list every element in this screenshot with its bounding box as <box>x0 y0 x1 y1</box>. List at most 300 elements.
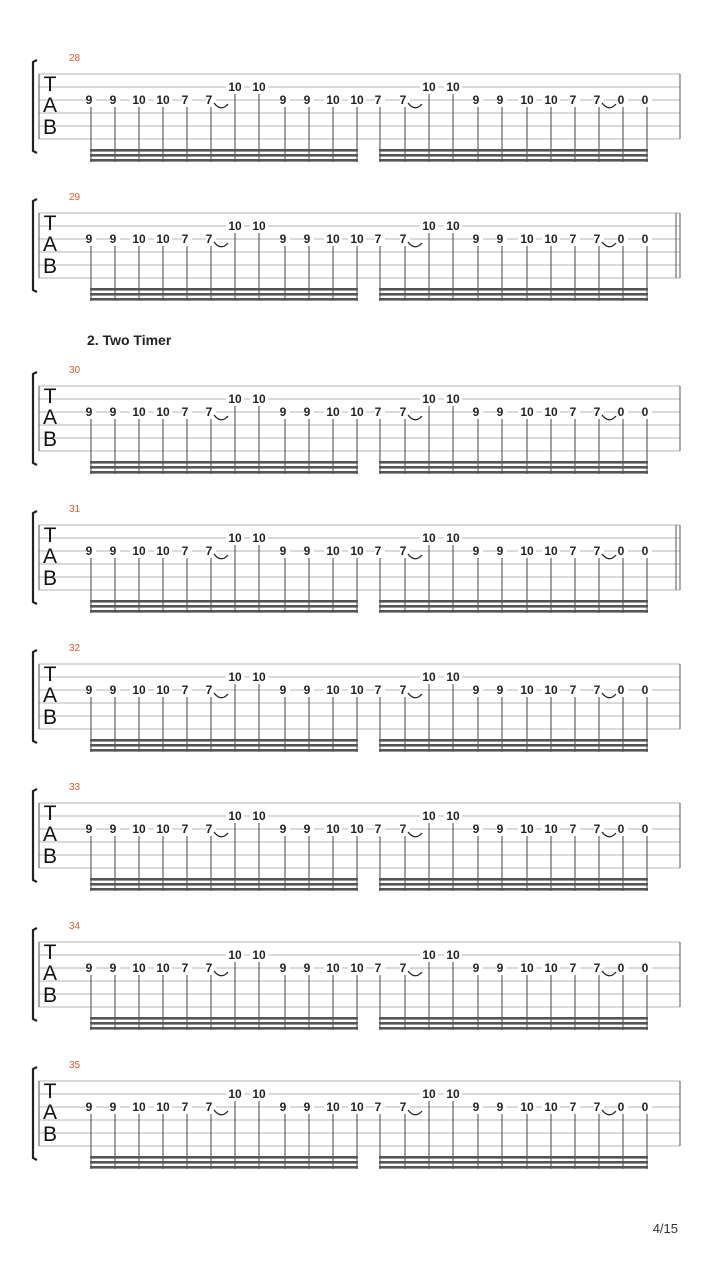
fret-number: 7 <box>399 93 407 107</box>
fret-number: 7 <box>374 544 382 558</box>
fret-number: 10 <box>252 809 266 823</box>
fret-number: 0 <box>617 1100 625 1114</box>
fret-number: 7 <box>181 405 189 419</box>
note-beam <box>379 600 648 603</box>
fret-number: 10 <box>156 405 170 419</box>
fret-number: 7 <box>569 683 577 697</box>
tab-clef-t: T <box>43 524 57 547</box>
fret-number: 10 <box>544 822 558 836</box>
bend-icon <box>602 242 616 247</box>
note-beam <box>90 1022 358 1025</box>
tab-clef-b: B <box>42 845 58 868</box>
fret-number: 9 <box>279 961 287 975</box>
fret-number: 7 <box>205 544 213 558</box>
bend-icon <box>408 415 422 420</box>
fret-number: 9 <box>85 822 93 836</box>
tab-clef-a: A <box>42 545 58 568</box>
fret-number: 7 <box>181 822 189 836</box>
system-bracket <box>33 650 37 743</box>
fret-number: 10 <box>132 544 146 558</box>
fret-number: 10 <box>446 670 460 684</box>
tab-clef-b: B <box>42 567 58 590</box>
tab-system <box>33 53 680 162</box>
fret-number: 9 <box>496 961 504 975</box>
fret-number: 0 <box>641 1100 649 1114</box>
bend-icon <box>602 554 616 559</box>
fret-number: 9 <box>472 683 480 697</box>
fret-number: 9 <box>85 683 93 697</box>
fret-number: 7 <box>593 683 601 697</box>
fret-number: 0 <box>617 544 625 558</box>
system-bracket <box>33 789 37 882</box>
fret-number: 7 <box>569 93 577 107</box>
fret-number: 7 <box>181 683 189 697</box>
fret-number: 7 <box>374 822 382 836</box>
tab-clef-b: B <box>42 116 58 139</box>
fret-number: 10 <box>228 809 242 823</box>
fret-number: 9 <box>472 961 480 975</box>
fret-number: 10 <box>520 822 534 836</box>
fret-number: 0 <box>641 232 649 246</box>
fret-number: 10 <box>520 405 534 419</box>
fret-number: 10 <box>326 1100 340 1114</box>
fret-number: 10 <box>156 1100 170 1114</box>
bend-icon <box>408 1110 422 1115</box>
tab-clef-b: B <box>42 1123 58 1146</box>
measure-number: 33 <box>69 782 81 793</box>
note-beam <box>379 744 648 747</box>
fret-number: 9 <box>85 544 93 558</box>
fret-number: 9 <box>496 683 504 697</box>
tab-clef-b: B <box>42 255 58 278</box>
fret-number: 10 <box>544 93 558 107</box>
section-title: 2. Two Timer <box>87 332 172 348</box>
fret-number: 10 <box>422 531 436 545</box>
bend-icon <box>602 693 616 698</box>
fret-number: 10 <box>350 961 364 975</box>
fret-number: 9 <box>496 232 504 246</box>
fret-number: 7 <box>374 961 382 975</box>
tab-clef-b: B <box>42 706 58 729</box>
fret-number: 7 <box>569 405 577 419</box>
fret-number: 10 <box>422 219 436 233</box>
fret-number: 10 <box>228 392 242 406</box>
note-beam <box>379 878 648 881</box>
fret-number: 7 <box>593 961 601 975</box>
tab-clef-a: A <box>42 1101 58 1124</box>
fret-number: 0 <box>641 961 649 975</box>
fret-number: 7 <box>374 405 382 419</box>
fret-number: 9 <box>109 683 117 697</box>
bend-icon <box>602 1110 616 1115</box>
bend-icon <box>602 832 616 837</box>
fret-number: 10 <box>520 683 534 697</box>
note-beam <box>379 154 648 157</box>
tab-clef-b: B <box>42 984 58 1007</box>
fret-number: 10 <box>252 1087 266 1101</box>
fret-number: 10 <box>132 822 146 836</box>
fret-number: 9 <box>496 1100 504 1114</box>
note-beam <box>90 744 358 747</box>
tab-clef-a: A <box>42 684 58 707</box>
fret-number: 7 <box>399 1100 407 1114</box>
fret-number: 10 <box>326 93 340 107</box>
fret-number: 7 <box>205 1100 213 1114</box>
tab-clef-a: A <box>42 233 58 256</box>
fret-number: 10 <box>156 683 170 697</box>
fret-number: 9 <box>85 961 93 975</box>
note-beam <box>379 605 648 608</box>
measure-number: 32 <box>69 643 81 654</box>
tab-clef-t: T <box>43 941 57 964</box>
fret-number: 10 <box>422 948 436 962</box>
fret-number: 10 <box>446 809 460 823</box>
fret-number: 9 <box>472 822 480 836</box>
fret-number: 0 <box>641 822 649 836</box>
fret-number: 0 <box>617 822 625 836</box>
fret-number: 7 <box>181 93 189 107</box>
fret-number: 7 <box>593 232 601 246</box>
fret-number: 10 <box>446 531 460 545</box>
fret-number: 10 <box>350 93 364 107</box>
note-beam <box>90 1161 358 1164</box>
note-beam <box>379 466 648 469</box>
fret-number: 9 <box>85 1100 93 1114</box>
fret-number: 7 <box>374 1100 382 1114</box>
fret-number: 10 <box>326 961 340 975</box>
fret-number: 10 <box>326 405 340 419</box>
tab-clef-t: T <box>43 385 57 408</box>
fret-number: 10 <box>326 544 340 558</box>
fret-number: 10 <box>446 219 460 233</box>
fret-number: 10 <box>228 948 242 962</box>
system-bracket <box>33 511 37 604</box>
note-beam <box>90 461 358 464</box>
fret-number: 7 <box>374 232 382 246</box>
fret-number: 10 <box>132 232 146 246</box>
fret-number: 9 <box>496 93 504 107</box>
tab-clef-b: B <box>42 428 58 451</box>
tab-system <box>33 643 680 752</box>
fret-number: 10 <box>446 80 460 94</box>
note-beam <box>90 1166 358 1169</box>
fret-number: 9 <box>279 232 287 246</box>
note-beam <box>90 471 358 474</box>
tab-clef-a: A <box>42 94 58 117</box>
fret-number: 10 <box>422 1087 436 1101</box>
fret-number: 10 <box>228 531 242 545</box>
note-beam <box>379 749 648 752</box>
fret-number: 10 <box>350 1100 364 1114</box>
fret-number: 7 <box>399 544 407 558</box>
note-beam <box>90 293 358 296</box>
fret-number: 9 <box>303 683 311 697</box>
note-beam <box>90 149 358 152</box>
fret-number: 9 <box>303 232 311 246</box>
fret-number: 10 <box>544 544 558 558</box>
note-beam <box>379 739 648 742</box>
fret-number: 9 <box>472 232 480 246</box>
fret-number: 10 <box>132 1100 146 1114</box>
fret-number: 7 <box>569 1100 577 1114</box>
tab-clef-t: T <box>43 212 57 235</box>
fret-number: 7 <box>569 544 577 558</box>
fret-number: 10 <box>422 392 436 406</box>
fret-number: 10 <box>544 683 558 697</box>
tab-system <box>33 782 680 891</box>
note-beam <box>90 883 358 886</box>
fret-number: 10 <box>446 392 460 406</box>
fret-number: 10 <box>228 670 242 684</box>
bend-icon <box>408 971 422 976</box>
note-beam <box>90 1027 358 1030</box>
fret-number: 9 <box>279 405 287 419</box>
fret-number: 7 <box>399 683 407 697</box>
measure-number: 35 <box>69 1060 81 1071</box>
fret-number: 10 <box>156 544 170 558</box>
system-bracket <box>33 60 37 153</box>
fret-number: 10 <box>326 683 340 697</box>
fret-number: 7 <box>569 232 577 246</box>
fret-number: 0 <box>617 683 625 697</box>
fret-number: 9 <box>85 232 93 246</box>
fret-number: 10 <box>252 531 266 545</box>
fret-number: 0 <box>617 961 625 975</box>
fret-number: 0 <box>617 232 625 246</box>
fret-number: 7 <box>399 822 407 836</box>
fret-number: 7 <box>593 822 601 836</box>
fret-number: 10 <box>544 1100 558 1114</box>
fret-number: 10 <box>228 80 242 94</box>
note-beam <box>90 739 358 742</box>
note-beam <box>90 605 358 608</box>
bend-icon <box>408 832 422 837</box>
fret-number: 10 <box>544 961 558 975</box>
fret-number: 9 <box>472 93 480 107</box>
fret-number: 10 <box>156 93 170 107</box>
note-beam <box>379 159 648 162</box>
tab-clef-t: T <box>43 73 57 96</box>
bend-icon <box>214 554 228 559</box>
fret-number: 9 <box>303 405 311 419</box>
fret-number: 0 <box>641 544 649 558</box>
fret-number: 0 <box>641 683 649 697</box>
fret-number: 9 <box>279 683 287 697</box>
tab-system <box>33 921 680 1030</box>
note-beam <box>90 878 358 881</box>
fret-number: 10 <box>326 822 340 836</box>
tab-system <box>33 504 680 613</box>
fret-number: 7 <box>374 93 382 107</box>
measure-number: 34 <box>69 921 81 932</box>
fret-number: 7 <box>569 822 577 836</box>
note-beam <box>379 1017 648 1020</box>
fret-number: 9 <box>472 405 480 419</box>
fret-number: 7 <box>374 683 382 697</box>
note-beam <box>379 298 648 301</box>
fret-number: 7 <box>205 405 213 419</box>
system-bracket <box>33 372 37 465</box>
note-beam <box>379 293 648 296</box>
system-bracket <box>33 928 37 1021</box>
note-beam <box>379 1027 648 1030</box>
fret-number: 10 <box>156 961 170 975</box>
fret-number: 10 <box>520 1100 534 1114</box>
fret-number: 9 <box>496 822 504 836</box>
note-beam <box>379 1022 648 1025</box>
fret-number: 7 <box>205 961 213 975</box>
note-beam <box>90 1017 358 1020</box>
note-beam <box>90 749 358 752</box>
fret-number: 9 <box>109 232 117 246</box>
fret-number: 9 <box>303 822 311 836</box>
fret-number: 7 <box>181 1100 189 1114</box>
measure-number: 30 <box>69 365 81 376</box>
fret-number: 9 <box>85 405 93 419</box>
system-bracket <box>33 1067 37 1160</box>
fret-number: 10 <box>156 232 170 246</box>
tab-clef-t: T <box>43 1080 57 1103</box>
fret-number: 7 <box>593 544 601 558</box>
fret-number: 10 <box>252 670 266 684</box>
fret-number: 10 <box>446 948 460 962</box>
note-beam <box>379 288 648 291</box>
fret-number: 9 <box>279 1100 287 1114</box>
note-beam <box>379 1166 648 1169</box>
fret-number: 10 <box>252 219 266 233</box>
fret-number: 9 <box>109 822 117 836</box>
fret-number: 9 <box>279 93 287 107</box>
note-beam <box>90 159 358 162</box>
note-beam <box>90 298 358 301</box>
note-beam <box>90 610 358 613</box>
fret-number: 10 <box>156 822 170 836</box>
note-beam <box>379 1156 648 1159</box>
bend-icon <box>214 415 228 420</box>
bend-icon <box>214 103 228 108</box>
fret-number: 0 <box>641 405 649 419</box>
fret-number: 7 <box>399 405 407 419</box>
fret-number: 10 <box>132 93 146 107</box>
fret-number: 9 <box>303 93 311 107</box>
fret-number: 9 <box>303 961 311 975</box>
tab-system <box>33 365 680 474</box>
bend-icon <box>408 242 422 247</box>
note-beam <box>379 471 648 474</box>
fret-number: 10 <box>520 544 534 558</box>
tab-clef-t: T <box>43 663 57 686</box>
fret-number: 10 <box>350 232 364 246</box>
fret-number: 9 <box>496 544 504 558</box>
tab-system <box>33 192 680 301</box>
tab-clef-t: T <box>43 802 57 825</box>
tab-clef-a: A <box>42 823 58 846</box>
fret-number: 0 <box>617 405 625 419</box>
fret-number: 10 <box>446 1087 460 1101</box>
tab-clef-a: A <box>42 406 58 429</box>
fret-number: 10 <box>252 392 266 406</box>
fret-number: 10 <box>350 544 364 558</box>
fret-number: 7 <box>399 232 407 246</box>
note-beam <box>90 466 358 469</box>
fret-number: 9 <box>496 405 504 419</box>
fret-number: 9 <box>472 544 480 558</box>
fret-number: 7 <box>181 544 189 558</box>
fret-number: 9 <box>109 93 117 107</box>
fret-number: 0 <box>617 93 625 107</box>
fret-number: 10 <box>350 822 364 836</box>
bend-icon <box>214 1110 228 1115</box>
fret-number: 9 <box>109 405 117 419</box>
fret-number: 10 <box>422 809 436 823</box>
bend-icon <box>214 242 228 247</box>
fret-number: 7 <box>593 1100 601 1114</box>
fret-number: 9 <box>472 1100 480 1114</box>
fret-number: 0 <box>641 93 649 107</box>
bend-icon <box>602 415 616 420</box>
note-beam <box>379 149 648 152</box>
fret-number: 10 <box>350 683 364 697</box>
fret-number: 9 <box>109 1100 117 1114</box>
fret-number: 10 <box>132 961 146 975</box>
fret-number: 9 <box>85 93 93 107</box>
measure-number: 31 <box>69 504 81 515</box>
fret-number: 10 <box>228 219 242 233</box>
fret-number: 10 <box>132 405 146 419</box>
note-beam <box>379 883 648 886</box>
fret-number: 9 <box>109 961 117 975</box>
bend-icon <box>214 693 228 698</box>
fret-number: 10 <box>228 1087 242 1101</box>
fret-number: 7 <box>181 232 189 246</box>
fret-number: 10 <box>252 948 266 962</box>
fret-number: 10 <box>422 80 436 94</box>
fret-number: 7 <box>181 961 189 975</box>
fret-number: 7 <box>205 822 213 836</box>
system-bracket <box>33 199 37 292</box>
fret-number: 7 <box>205 232 213 246</box>
fret-number: 10 <box>350 405 364 419</box>
fret-number: 9 <box>303 544 311 558</box>
fret-number: 10 <box>326 232 340 246</box>
note-beam <box>90 1156 358 1159</box>
bend-icon <box>214 832 228 837</box>
bend-icon <box>602 103 616 108</box>
note-beam <box>90 888 358 891</box>
bend-icon <box>214 971 228 976</box>
measure-number: 28 <box>69 53 81 64</box>
fret-number: 9 <box>109 544 117 558</box>
fret-number: 7 <box>205 93 213 107</box>
tab-system <box>33 1060 680 1169</box>
note-beam <box>90 288 358 291</box>
page-number: 4/15 <box>652 1221 678 1236</box>
note-beam <box>379 610 648 613</box>
fret-number: 7 <box>205 683 213 697</box>
measure-number: 29 <box>69 192 81 203</box>
fret-number: 7 <box>569 961 577 975</box>
fret-number: 10 <box>252 80 266 94</box>
bend-icon <box>408 554 422 559</box>
note-beam <box>90 600 358 603</box>
fret-number: 10 <box>132 683 146 697</box>
fret-number: 10 <box>520 232 534 246</box>
fret-number: 10 <box>520 93 534 107</box>
fret-number: 7 <box>399 961 407 975</box>
fret-number: 10 <box>422 670 436 684</box>
fret-number: 10 <box>544 232 558 246</box>
fret-number: 9 <box>279 544 287 558</box>
